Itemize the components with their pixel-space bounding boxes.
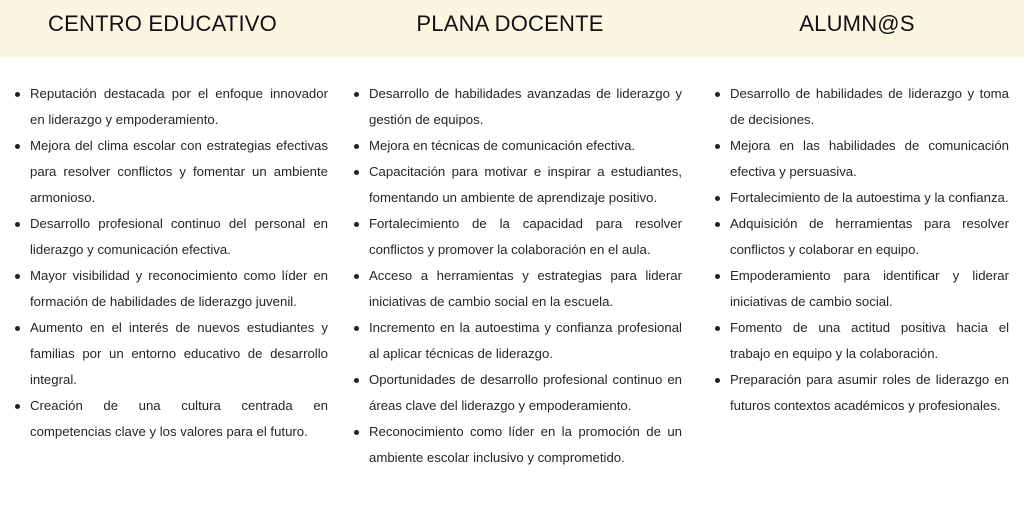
header-plana-docente: PLANA DOCENTE <box>416 11 604 36</box>
list-item <box>354 159 682 211</box>
bullet-icon <box>715 378 720 383</box>
list-item <box>354 263 682 315</box>
list-item-text: Empoderamiento para identificar y liderar iniciativas de cambio social. <box>730 268 1009 309</box>
list-item-text: Mejora en las habilidades de comunicación efectiva y persuasiva. <box>730 138 1009 179</box>
list-item-text: Aumento en el interés de nuevos estudiantes y familias por un entorno educativo de desarrollo integral. <box>30 320 328 387</box>
list-item-text: Desarrollo profesional continuo del personal en liderazgo y comunicación efectiva. <box>30 216 328 257</box>
bullet-icon <box>354 378 359 383</box>
list-item-text: Oportunidades de desarrollo profesional continuo en áreas clave del liderazgo y empoderamiento. <box>369 372 682 413</box>
list-item <box>15 211 328 263</box>
bullet-icon <box>715 326 720 331</box>
bullet-icon <box>715 196 720 201</box>
list-item-text: Capacitación para motivar e inspirar a estudiantes, fomentando un ambiente de aprendizaje positivo. <box>369 164 682 205</box>
bullet-icon <box>15 326 20 331</box>
list-item-text: Mayor visibilidad y reconocimiento como líder en formación de habilidades de liderazgo juvenil. <box>30 268 328 309</box>
list-item <box>354 367 682 419</box>
list-item <box>715 315 1009 367</box>
list-item <box>15 315 328 393</box>
bullet-icon <box>715 274 720 279</box>
alumnos-list <box>715 81 1009 419</box>
bullet-icon <box>15 92 20 97</box>
bullet-icon <box>354 144 359 149</box>
bullet-icon <box>715 222 720 227</box>
list-item <box>354 211 682 263</box>
list-item-text: Acceso a herramientas y estrategias para liderar iniciativas de cambio social en la escuela. <box>369 268 682 309</box>
list-item-text: Preparación para asumir roles de liderazgo en futuros contextos académicos y profesionales. <box>730 372 1009 413</box>
list-item <box>15 263 328 315</box>
header-band <box>0 0 1024 57</box>
list-item-text: Reputación destacada por el enfoque innovador en liderazgo y empoderamiento. <box>30 86 328 127</box>
bullet-icon <box>354 92 359 97</box>
bullet-icon <box>354 274 359 279</box>
bullet-icon <box>354 326 359 331</box>
list-item <box>354 81 682 133</box>
header-centro-educativo: CENTRO EDUCATIVO <box>48 11 277 36</box>
bullet-icon <box>354 222 359 227</box>
list-item-text: Adquisición de herramientas para resolver conflictos y colaborar en equipo. <box>730 216 1009 257</box>
list-item <box>354 133 682 159</box>
bullet-icon <box>715 144 720 149</box>
bullet-icon <box>15 144 20 149</box>
list-item-text: Desarrollo de habilidades de liderazgo y toma de decisiones. <box>730 86 1009 127</box>
list-item-text: Mejora en técnicas de comunicación efectiva. <box>369 138 636 153</box>
list-item <box>715 81 1009 133</box>
list-item-text: Fortalecimiento de la capacidad para resolver conflictos y promover la colaboración en el aula. <box>369 216 682 257</box>
list-item <box>15 133 328 211</box>
list-item-text: Incremento en la autoestima y confianza profesional al aplicar técnicas de liderazgo. <box>369 320 682 361</box>
header-alumnos: ALUMN@S <box>799 11 915 36</box>
bullet-icon <box>15 222 20 227</box>
list-item <box>354 419 682 471</box>
list-item <box>715 367 1009 419</box>
list-item <box>354 315 682 367</box>
list-item-text: Reconocimiento como líder en la promoción de un ambiente escolar inclusivo y comprometido. <box>369 424 682 465</box>
bullet-icon <box>354 430 359 435</box>
bullet-icon <box>354 170 359 175</box>
bullet-icon <box>15 274 20 279</box>
list-item <box>715 133 1009 185</box>
list-item-text: Creación de una cultura centrada en competencias clave y los valores para el futuro. <box>30 398 328 439</box>
list-item-text: Mejora del clima escolar con estrategias efectivas para resolver conflictos y fomentar un ambiente armonioso. <box>30 138 328 205</box>
list-item <box>715 185 1009 211</box>
list-item-text: Desarrollo de habilidades avanzadas de liderazgo y gestión de equipos. <box>369 86 682 127</box>
centro-educativo-list <box>15 81 328 445</box>
list-item <box>15 81 328 133</box>
bullet-icon <box>715 92 720 97</box>
list-item <box>715 211 1009 263</box>
list-item-text: Fomento de una actitud positiva hacia el trabajo en equipo y la colaboración. <box>730 320 1009 361</box>
list-item <box>15 393 328 445</box>
bullet-icon <box>15 404 20 409</box>
list-item <box>715 263 1009 315</box>
plana-docente-list <box>354 81 682 471</box>
list-item-text: Fortalecimiento de la autoestima y la confianza. <box>730 190 1009 205</box>
